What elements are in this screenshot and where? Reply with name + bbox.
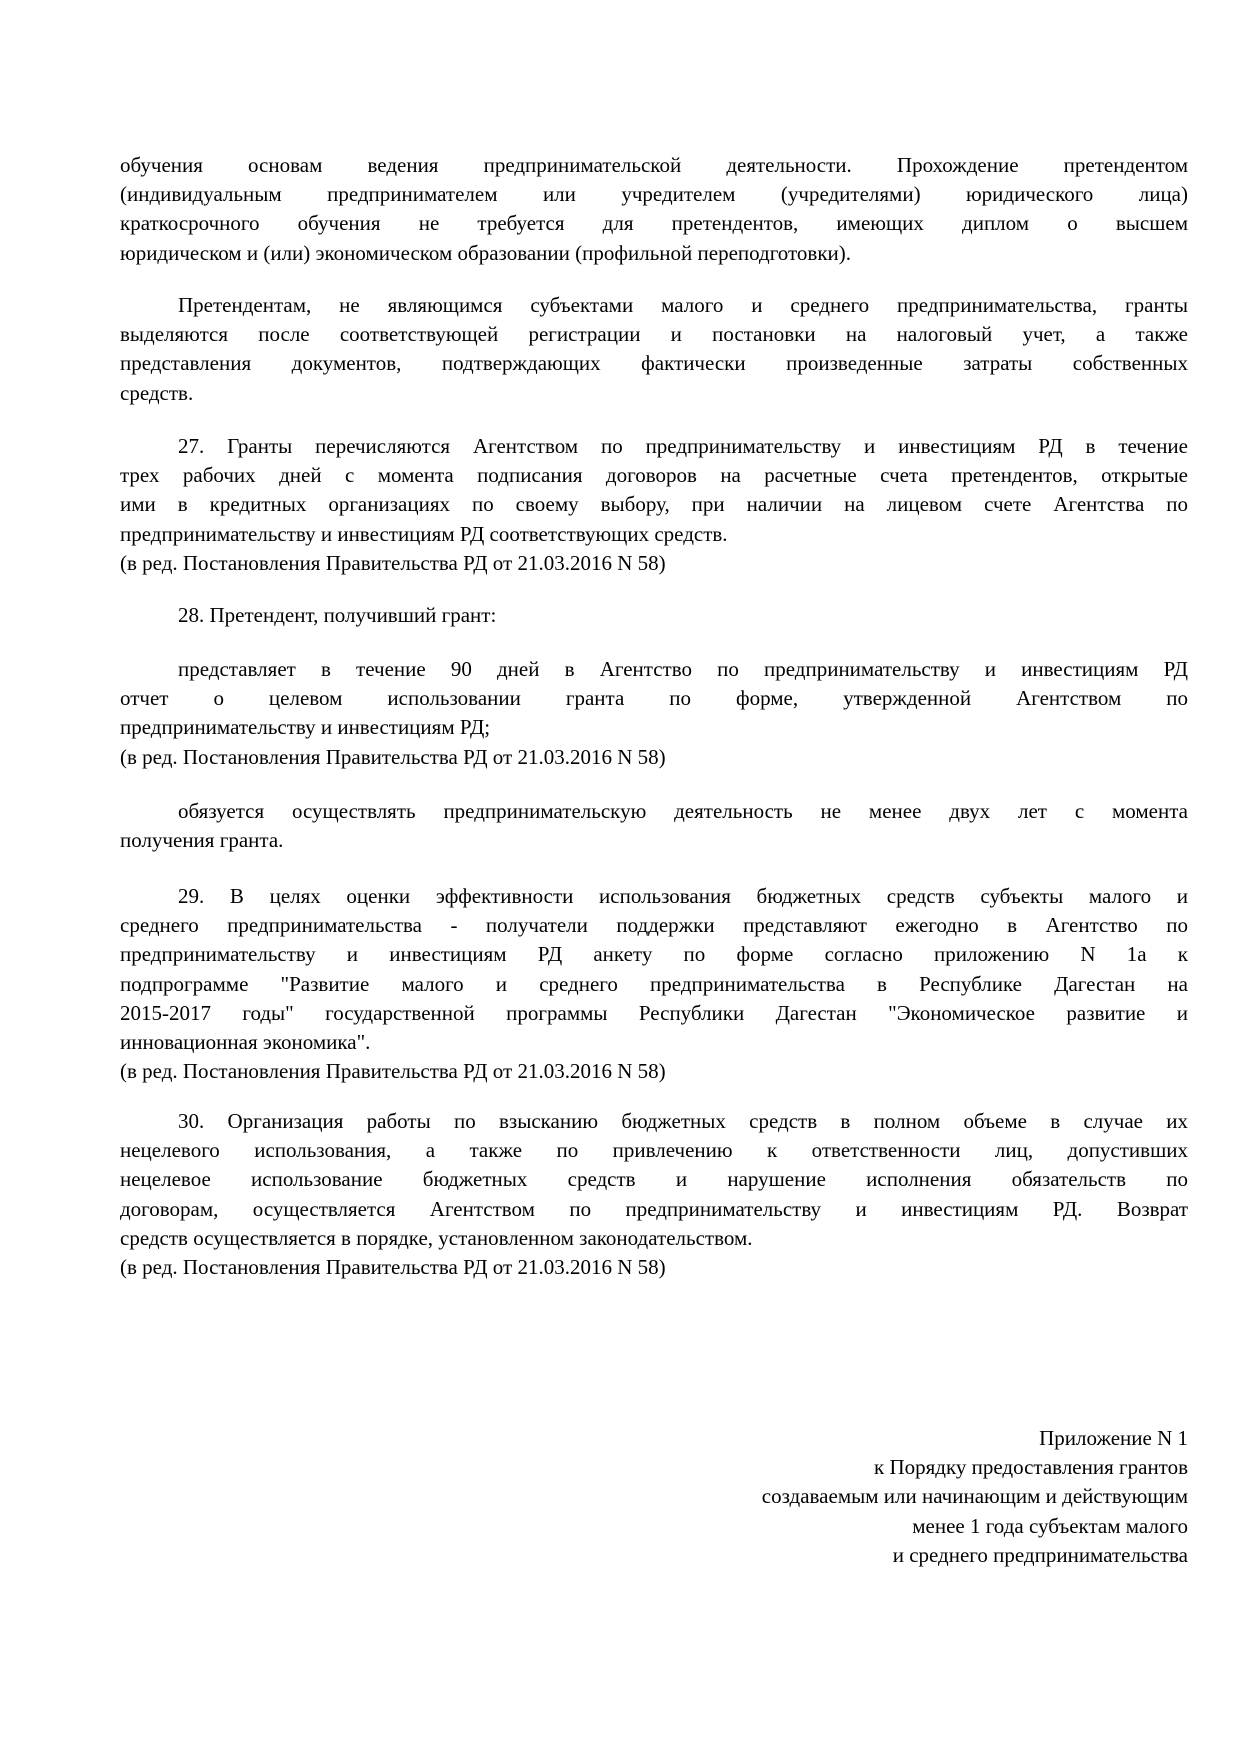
paragraph-30	[120, 1107, 1188, 1282]
text-line: представляет в течение 90 дней в Агентство по предпринимательству и инвестициям РД	[178, 657, 1188, 681]
appendix-heading	[762, 1424, 1188, 1570]
text-line: предпринимательству и инвестициям РД соответствующих средств.	[120, 521, 728, 546]
text-line: подпрограмме "Развитие малого и среднего предпринимательства в Республике Дагестан на	[120, 971, 1188, 996]
appendix-line: Приложение N 1	[1039, 1426, 1188, 1450]
paragraph-26-non-smb	[120, 291, 1188, 408]
text-line: договорам, осуществляется Агентством по предпринимательству и инвестициям РД. Возврат	[120, 1196, 1188, 1221]
appendix-line: создаваемым или начинающим и действующим	[761, 1484, 1188, 1509]
text-line: представления документов, подтверждающих фактически произведенные затраты собственных	[120, 351, 1188, 376]
appendix-line: к Порядку предоставления грантов	[874, 1455, 1188, 1480]
text-line: 2015-2017 годы" государственной программы Республики Дагестан "Экономическое развитие и	[120, 1000, 1188, 1025]
text-line: предпринимательству и инвестициям РД анкету по форме согласно приложению N 1а к	[120, 942, 1188, 967]
amendment-note: (в ред. Постановления Правительства РД от 21.03.2016 N 58)	[120, 1059, 666, 1084]
text-line: ими в кредитных организациях по своему выбору, при наличии на лицевом счете Агентства по	[120, 492, 1188, 517]
text-line: получения гранта.	[120, 828, 284, 853]
text-line: отчет о целевом использовании гранта по форме, утвержденной Агентством по	[120, 686, 1188, 711]
text-line: средств осуществляется в порядке, установленном законодательством.	[120, 1225, 753, 1250]
text-line: инновационная экономика".	[120, 1029, 371, 1054]
text-line: обучения основам ведения предпринимательской деятельности. Прохождение претендентом	[120, 153, 1188, 177]
amendment-note: (в ред. Постановления Правительства РД от 21.03.2016 N 58)	[120, 744, 666, 769]
paragraph-28-obligation	[120, 797, 1188, 855]
text-line: средств.	[120, 380, 194, 405]
paragraph-28	[120, 601, 1188, 630]
text-line: 27. Гранты перечисляются Агентством по предпринимательству и инвестициям РД в течение	[178, 434, 1188, 458]
paragraph-27	[120, 432, 1188, 578]
text-line: 29. В целях оценки эффективности использования бюджетных средств субъекты малого и	[178, 884, 1188, 908]
text-line: обязуется осуществлять предпринимательскую деятельность не менее двух лет с момента	[178, 799, 1188, 823]
text-line: нецелевого использования, а также по привлечению к ответственности лиц, допустивших	[120, 1138, 1188, 1163]
text-line: 28. Претендент, получивший грант:	[178, 603, 497, 627]
text-line: Претендентам, не являющимся субъектами малого и среднего предпринимательства, гранты	[178, 293, 1188, 317]
amendment-note: (в ред. Постановления Правительства РД от 21.03.2016 N 58)	[120, 1254, 666, 1279]
text-line: (индивидуальным предпринимателем или учредителем (учредителями) юридического лица)	[120, 182, 1188, 207]
text-line: выделяются после соответствующей регистрации и постановки на налоговый учет, а также	[120, 322, 1188, 347]
text-line: 30. Организация работы по взысканию бюджетных средств в полном объеме в случае их	[178, 1109, 1188, 1133]
appendix-line: и среднего предпринимательства	[892, 1542, 1188, 1567]
text-line: трех рабочих дней с момента подписания договоров на расчетные счета претендентов, открытые	[120, 463, 1188, 488]
paragraph-28-report	[120, 655, 1188, 772]
text-line: нецелевое использование бюджетных средств и нарушение исполнения обязательств по	[120, 1167, 1188, 1192]
text-line: краткосрочного обучения не требуется для претендентов, имеющих диплом о высшем	[120, 211, 1188, 236]
text-line: среднего предпринимательства - получатели поддержки представляют ежегодно в Агентство по	[120, 913, 1188, 938]
text-line: предпринимательству и инвестициям РД;	[120, 715, 491, 740]
appendix-line: менее 1 года субъектам малого	[912, 1513, 1188, 1538]
paragraph-26-continuation	[120, 151, 1188, 268]
text-line: юридическом и (или) экономическом образовании (профильной переподготовки).	[120, 240, 852, 265]
amendment-note: (в ред. Постановления Правительства РД от 21.03.2016 N 58)	[120, 550, 666, 575]
paragraph-29	[120, 882, 1188, 1086]
